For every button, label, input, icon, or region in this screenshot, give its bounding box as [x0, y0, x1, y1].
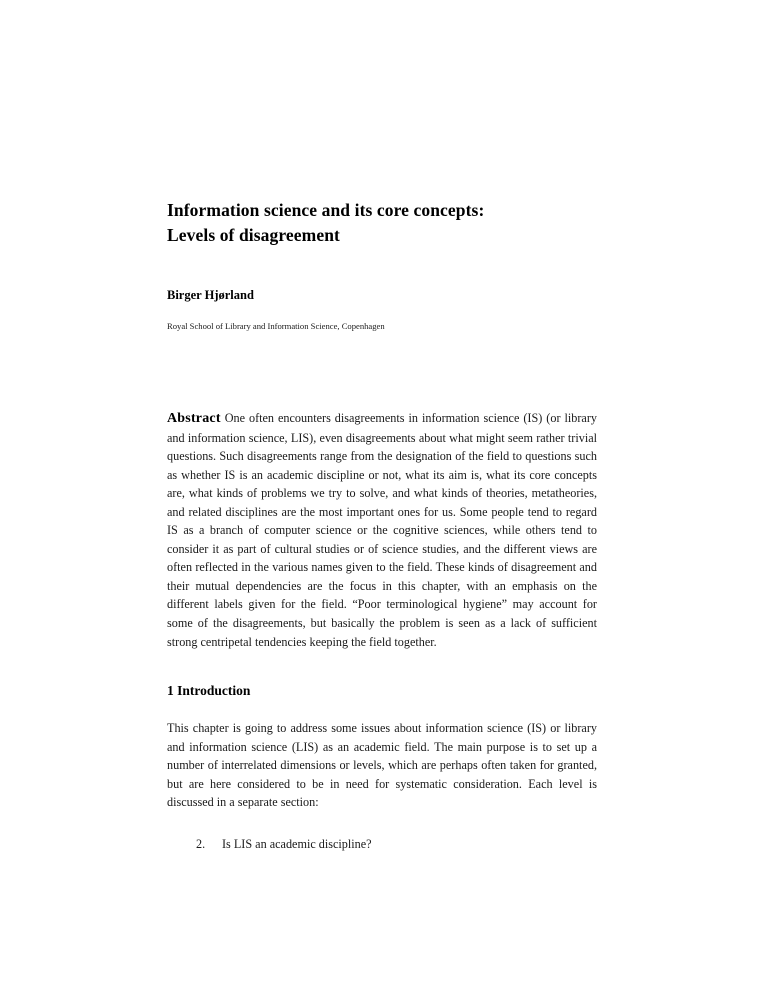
- abstract-text: One often encounters disagreements in information science (IS) (or library and information science, LIS), even disagreements about what might seem rather trivial questions. Such disagreements range from the designation of the field to questions such as whether IS is an academic discipline or not, what its aim is, what its core concepts are, what kinds of problems we try to solve, and what kinds of theories, metatheories, and related disciplines are the most important ones for us. Some people tend to regard IS as a branch of computer science or the cognitive sciences, while others tend to consider it as part of cultural studies or of science studies, and the different views are often reflected in the various names given to the field. These kinds of disagreement and their mutual dependencies are the focus in this chapter, with an emphasis on the different labels given for the field. “Poor terminological hygiene” may account for some of the disagreements, but basically the problem is seen as a lack of sufficient strong centripetal tendencies keeping the field together.: [167, 411, 597, 649]
- abstract-paragraph: [167, 333, 597, 651]
- levels-list: [167, 812, 597, 854]
- section-heading-introduction: 1 Introduction: [167, 683, 251, 699]
- introduction-paragraph: This chapter is going to address some issues about information science (IS) or library and information science (LIS) as an academic field. The main purpose is to set up a number of interrelated dimensions or levels, which are perhaps often taken for granted, but are here considered to be in need for systematic consideration. Each level is discussed in a separate section:: [167, 721, 597, 810]
- list-item: [167, 835, 597, 854]
- list-item-marker: 2.: [196, 836, 206, 851]
- title-line-1: Information science and its core concepts:: [167, 200, 485, 220]
- author-name: Birger Hjørland: [167, 288, 254, 302]
- page-title: [167, 0, 597, 248]
- title-line-2: Levels of disagreement: [167, 225, 340, 245]
- abstract-label: Abstract: [167, 411, 221, 426]
- author-affiliation: Royal School of Library and Information Science, Copenhagen: [167, 321, 385, 331]
- list-item-label: Is LIS an academic discipline?: [222, 836, 372, 851]
- page-content-column: [167, 0, 597, 853]
